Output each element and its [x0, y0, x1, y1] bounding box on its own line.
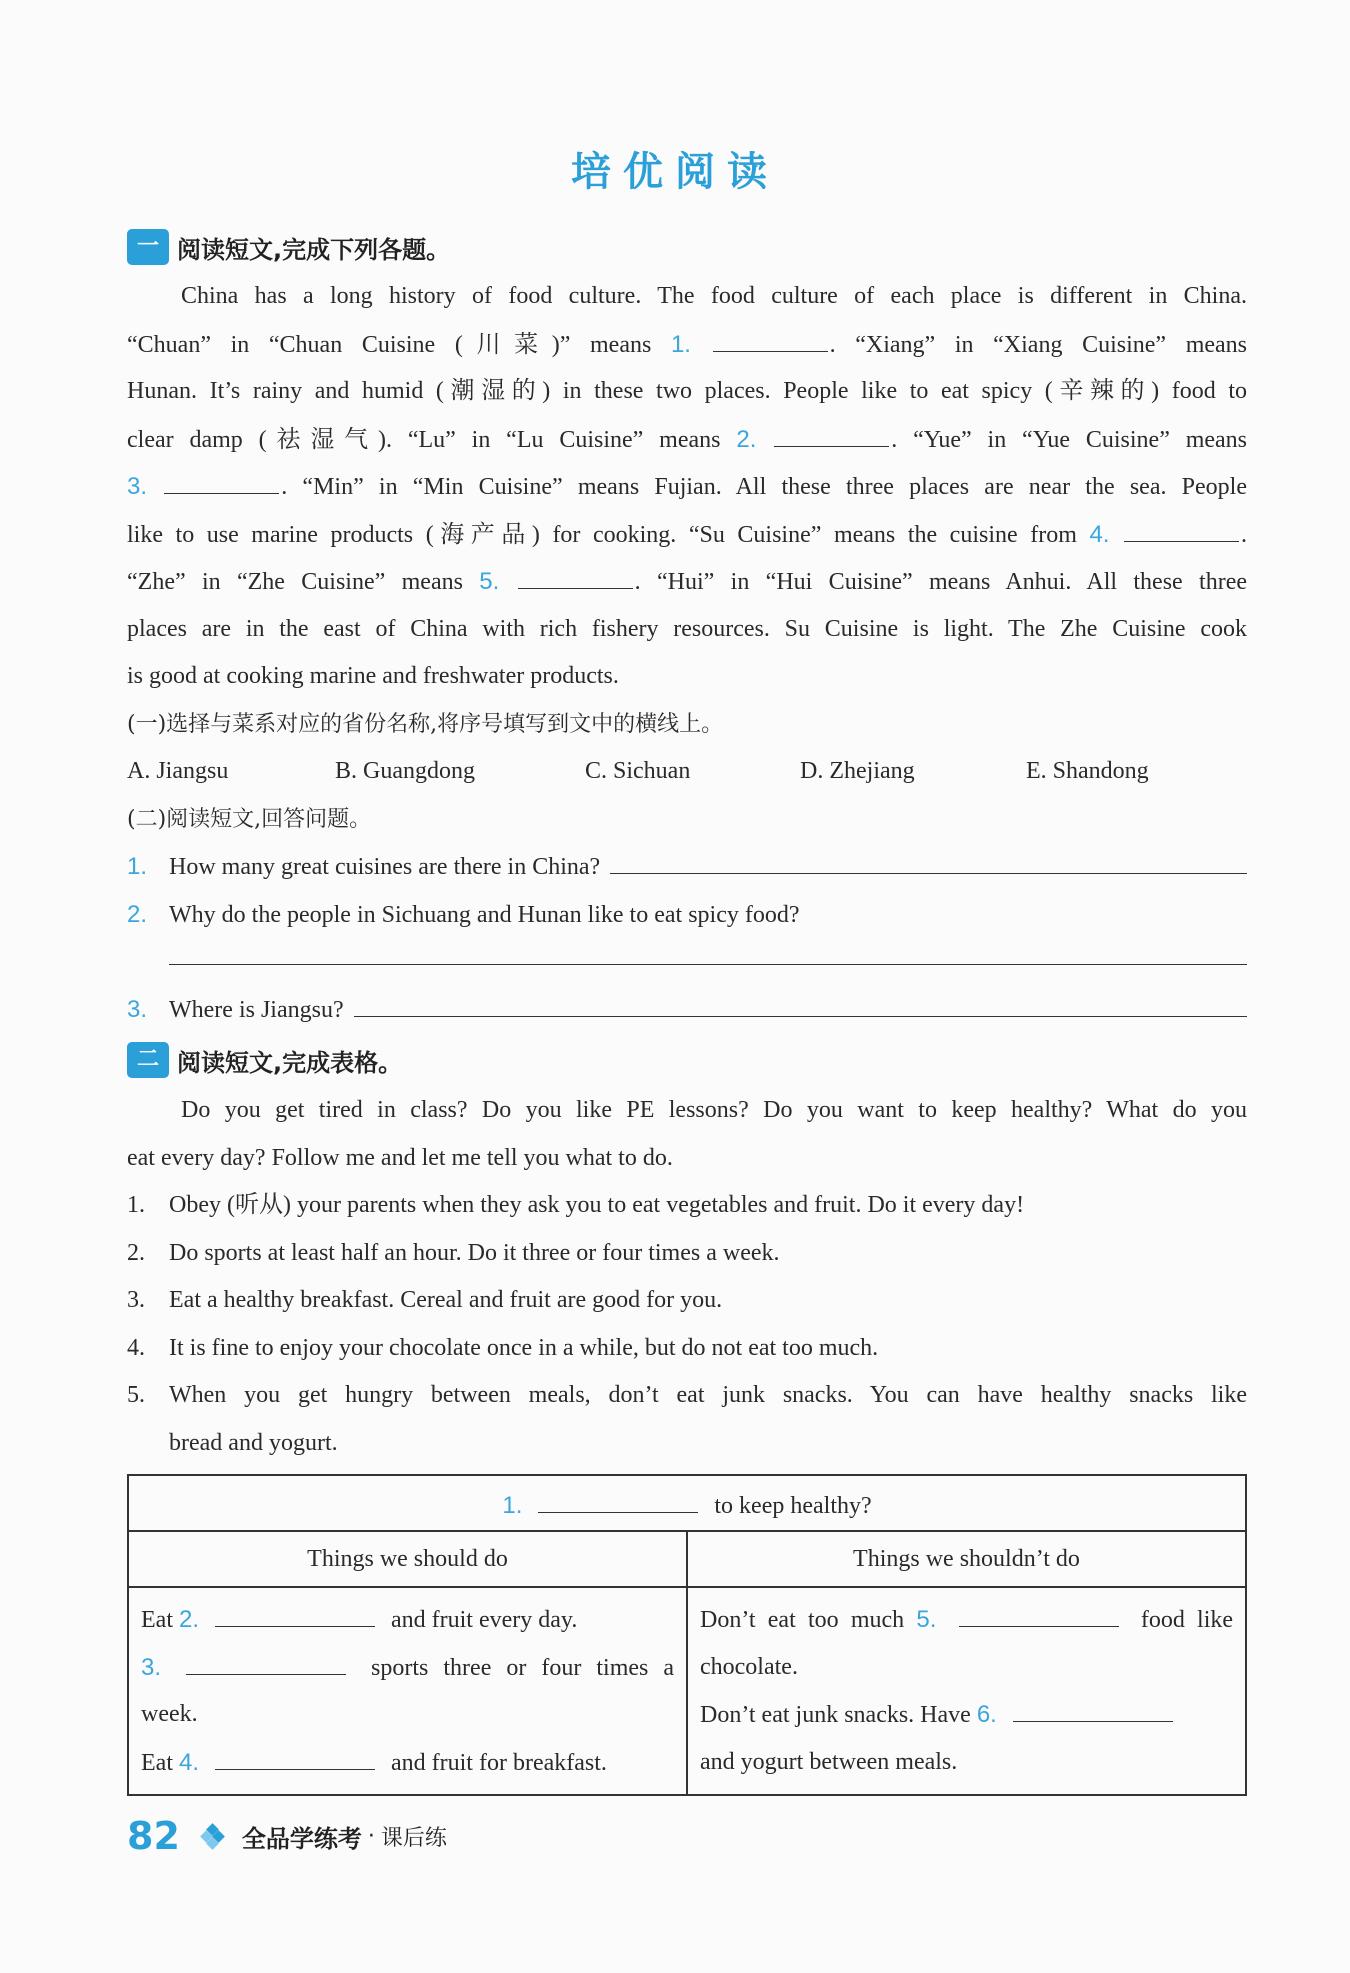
- option-a: A. Jiangsu: [127, 758, 229, 784]
- blank-number: 4.: [1089, 520, 1110, 548]
- passage-line: 3. . “Min” in “Min Cuisine” means Fujian. All these three places are near the sea. People: [127, 463, 1247, 511]
- answer-blank[interactable]: [774, 420, 889, 447]
- answer-blank[interactable]: [538, 1486, 698, 1513]
- passage-line: “Chuan” in “Chuan Cuisine (川菜)” means 1. . “Xiang” in “Xiang Cuisine” means: [127, 321, 1247, 369]
- section-2-instruction: 阅读短文,完成表格。: [177, 1048, 403, 1077]
- blank-number: 5.: [479, 568, 500, 595]
- list-item: 4. It is fine to enjoy your chocolate once in a while, but do not eat too much.: [127, 1334, 879, 1361]
- blank-number: 3.: [127, 473, 148, 500]
- passage-line: places are in the east of China with rich fishery resources. Su Cuisine is light. The Zhe Cuisine cook: [127, 615, 1247, 642]
- answer-line[interactable]: [169, 938, 1247, 965]
- answer-blank[interactable]: [959, 1600, 1119, 1627]
- section-1-badge: 一: [127, 229, 169, 265]
- part-2-instruction: (二)阅读短文,回答问题。: [127, 806, 372, 832]
- passage-2: [127, 1087, 1247, 1467]
- option-e: E. Shandong: [1026, 758, 1149, 784]
- table-header: 1. to keep healthy?: [128, 1475, 1246, 1531]
- answer-line[interactable]: [354, 990, 1247, 1017]
- blank-number: 2.: [736, 425, 757, 453]
- separator-dot: ·: [367, 1823, 375, 1849]
- passage-line: Do you get tired in class? Do you like PE lessons? Do you want to keep healthy? What do you: [181, 1097, 1247, 1123]
- passage-line: clear damp (祛湿气). “Lu” in “Lu Cuisine” means 2. . “Yue” in “Yue Cuisine” means: [127, 416, 1247, 464]
- passage-line: China has a long history of food culture. The food culture of each place is different in China.: [181, 283, 1247, 309]
- page-number: 82: [127, 1814, 180, 1858]
- passage-line: Hunan. It’s rainy and humid (潮湿的) in these two places. People like to eat spicy (辛辣的) food to: [127, 378, 1247, 404]
- answer-blank[interactable]: [186, 1648, 346, 1675]
- question-1: 1. How many great cuisines are there in China?: [127, 843, 1247, 891]
- question-2: 2. Why do the people in Sichuang and Hunan like to eat spicy food?: [127, 900, 800, 928]
- passage-line: is good at cooking marine and freshwater products.: [127, 663, 619, 689]
- section-1-instruction: 阅读短文,完成下列各题。: [177, 235, 451, 264]
- answer-blank[interactable]: [215, 1743, 375, 1770]
- list-item: 3. Eat a healthy breakfast. Cereal and fruit are good for you.: [127, 1287, 723, 1313]
- brand-name: 全品学练考: [241, 1824, 362, 1853]
- blank-number: 1.: [502, 1492, 523, 1519]
- page-footer: [127, 1814, 447, 1858]
- column-header-should: Things we should do: [128, 1531, 687, 1587]
- section-2-header: [127, 1040, 402, 1080]
- option-list: [127, 748, 1247, 796]
- passage-line: “Zhe” in “Zhe Cuisine” means 5. . “Hui” in “Hui Cuisine” means Anhui. All these three: [127, 558, 1247, 606]
- part-1-instruction: (一)选择与菜系对应的省份名称,将序号填写到文中的横线上。: [127, 711, 724, 737]
- answer-blank[interactable]: [1013, 1695, 1173, 1722]
- option-b: B. Guangdong: [335, 758, 475, 784]
- diamond-icon: [202, 1825, 224, 1847]
- section-2-badge: 二: [127, 1042, 169, 1078]
- shouldnt-cell: Don’t eat too much 5. food like chocolate. Don’t eat junk snacks. Have 6. and yogurt between meals.: [687, 1587, 1246, 1795]
- option-c: C. Sichuan: [585, 758, 691, 784]
- answer-blank[interactable]: [215, 1600, 375, 1627]
- blank-number: 1.: [670, 330, 691, 358]
- question-3: 3. Where is Jiangsu?: [127, 986, 1247, 1034]
- list-item-continued: bread and yogurt.: [169, 1429, 338, 1456]
- answer-blank[interactable]: [713, 325, 828, 352]
- column-header-shouldnt: Things we shouldn’t do: [687, 1531, 1246, 1587]
- list-item: 1. Obey (听从) your parents when they ask you to eat vegetables and fruit. Do it every day!: [127, 1192, 1025, 1218]
- section-1-header: [127, 227, 450, 267]
- fill-table: [127, 1474, 1247, 1796]
- passage-1: [127, 273, 1247, 1033]
- question-2-answer: [127, 938, 1247, 986]
- passage-line: eat every day? Follow me and let me tell you what to do.: [127, 1144, 673, 1171]
- answer-blank[interactable]: [164, 467, 279, 494]
- passage-line: like to use marine products (海产品) for cooking. “Su Cuisine” means the cuisine from 4. .: [127, 511, 1247, 559]
- page-title: 培优阅读: [571, 149, 779, 195]
- should-cell: Eat 2. and fruit every day. 3. sports three or four times a week. Eat 4. and fruit for breakfast.: [128, 1587, 687, 1795]
- list-item: 2. Do sports at least half an hour. Do it three or four times a week.: [127, 1239, 780, 1266]
- list-item: 5. When you get hungry between meals, don’t eat junk snacks. You can have healthy snacks like: [127, 1382, 1247, 1408]
- answer-blank[interactable]: [1124, 515, 1239, 542]
- option-d: D. Zhejiang: [800, 758, 915, 784]
- answer-line[interactable]: [610, 847, 1247, 874]
- answer-blank[interactable]: [518, 562, 633, 589]
- series-name: 课后练: [380, 1825, 447, 1851]
